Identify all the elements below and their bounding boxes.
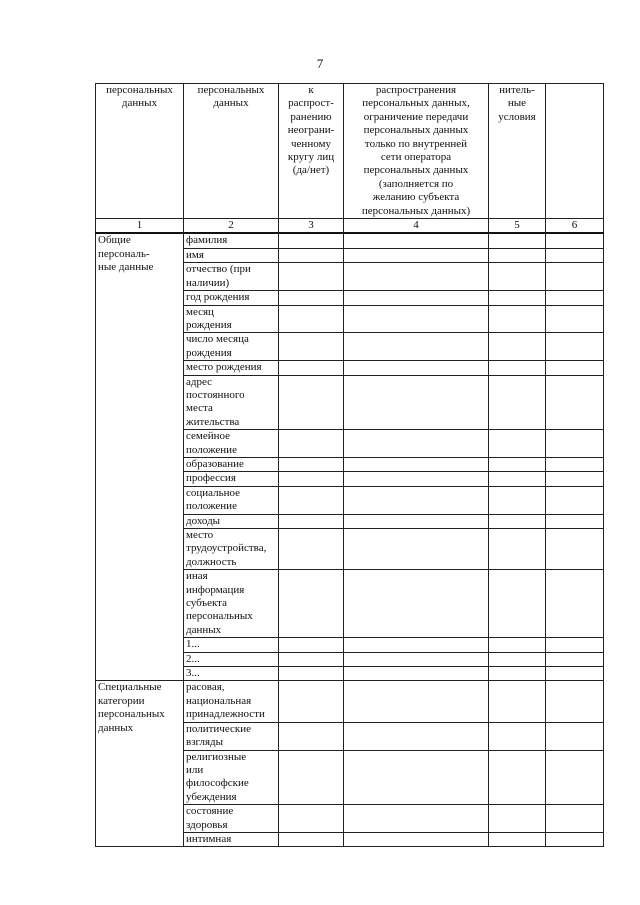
empty-cell — [546, 472, 604, 486]
empty-cell — [279, 750, 344, 805]
empty-cell — [344, 750, 489, 805]
empty-cell — [489, 652, 546, 666]
data-item-label: политические взгляды — [184, 722, 279, 750]
empty-cell — [546, 805, 604, 833]
empty-cell — [546, 263, 604, 291]
column-number: 1 — [96, 219, 184, 234]
empty-cell — [279, 361, 344, 375]
empty-cell — [344, 667, 489, 681]
empty-cell — [489, 375, 546, 430]
table-row — [96, 681, 604, 722]
empty-cell — [546, 750, 604, 805]
empty-cell — [279, 722, 344, 750]
empty-cell — [279, 430, 344, 458]
data-item-label: религиозные или философские убеждения — [184, 750, 279, 805]
empty-cell — [344, 529, 489, 570]
empty-cell — [489, 248, 546, 262]
data-item-label: отчество (при наличии) — [184, 263, 279, 291]
empty-cell — [344, 457, 489, 471]
empty-cell — [344, 233, 489, 248]
data-item-label: образование — [184, 457, 279, 471]
empty-cell — [344, 248, 489, 262]
data-item-label: место трудоустройства, должность — [184, 529, 279, 570]
empty-cell — [546, 638, 604, 652]
empty-cell — [279, 375, 344, 430]
empty-cell — [489, 486, 546, 514]
empty-cell — [546, 333, 604, 361]
empty-cell — [489, 305, 546, 333]
empty-cell — [279, 805, 344, 833]
empty-cell — [344, 430, 489, 458]
empty-cell — [489, 570, 546, 638]
empty-cell — [344, 375, 489, 430]
data-item-label: 2... — [184, 652, 279, 666]
data-item-label: социальное положение — [184, 486, 279, 514]
empty-cell — [279, 652, 344, 666]
empty-cell — [489, 514, 546, 528]
empty-cell — [489, 430, 546, 458]
category-label: Специальные категории персональных данных — [96, 681, 184, 847]
empty-cell — [489, 638, 546, 652]
empty-cell — [344, 722, 489, 750]
header-cell: нитель- ные условия — [489, 84, 546, 219]
header-cell — [546, 84, 604, 219]
empty-cell — [344, 681, 489, 722]
empty-cell — [279, 486, 344, 514]
personal-data-table — [95, 83, 604, 847]
empty-cell — [546, 832, 604, 846]
column-number: 4 — [344, 219, 489, 234]
empty-cell — [279, 681, 344, 722]
empty-cell — [489, 333, 546, 361]
data-item-label: семейное положение — [184, 430, 279, 458]
category-label: Общие персональ- ные данные — [96, 233, 184, 681]
empty-cell — [489, 667, 546, 681]
empty-cell — [344, 570, 489, 638]
data-item-label: иная информация субъекта персональных данных — [184, 570, 279, 638]
header-cell: персональных данных — [184, 84, 279, 219]
empty-cell — [279, 333, 344, 361]
data-item-label: профессия — [184, 472, 279, 486]
data-item-label: расовая, национальная принадлежности — [184, 681, 279, 722]
empty-cell — [344, 472, 489, 486]
empty-cell — [279, 514, 344, 528]
empty-cell — [546, 233, 604, 248]
empty-cell — [279, 667, 344, 681]
empty-cell — [279, 472, 344, 486]
table-row — [96, 233, 604, 248]
data-item-label: число месяца рождения — [184, 333, 279, 361]
empty-cell — [489, 529, 546, 570]
empty-cell — [279, 529, 344, 570]
empty-cell — [489, 457, 546, 471]
empty-cell — [489, 291, 546, 305]
header-cell: распространения персональных данных, ограничение передачи персональных данных только по внутренней сети оператора персональных данных (заполняется по желанию субъекта персональных данных) — [344, 84, 489, 219]
empty-cell — [489, 681, 546, 722]
empty-cell — [279, 638, 344, 652]
empty-cell — [279, 233, 344, 248]
empty-cell — [489, 233, 546, 248]
empty-cell — [344, 832, 489, 846]
empty-cell — [546, 486, 604, 514]
empty-cell — [279, 291, 344, 305]
empty-cell — [546, 652, 604, 666]
empty-cell — [489, 263, 546, 291]
empty-cell — [344, 305, 489, 333]
empty-cell — [489, 805, 546, 833]
data-item-label: имя — [184, 248, 279, 262]
data-item-label: доходы — [184, 514, 279, 528]
empty-cell — [546, 681, 604, 722]
empty-cell — [344, 652, 489, 666]
empty-cell — [344, 486, 489, 514]
empty-cell — [546, 722, 604, 750]
empty-cell — [279, 263, 344, 291]
empty-cell — [546, 248, 604, 262]
column-number-row — [96, 219, 604, 234]
data-item-label: состояние здоровья — [184, 805, 279, 833]
empty-cell — [279, 832, 344, 846]
data-item-label: фамилия — [184, 233, 279, 248]
column-number: 2 — [184, 219, 279, 234]
data-item-label: интимная — [184, 832, 279, 846]
empty-cell — [344, 333, 489, 361]
data-item-label: адрес постоянного места жительства — [184, 375, 279, 430]
empty-cell — [489, 722, 546, 750]
data-item-label: место рождения — [184, 361, 279, 375]
empty-cell — [344, 805, 489, 833]
empty-cell — [279, 457, 344, 471]
empty-cell — [546, 430, 604, 458]
empty-cell — [546, 570, 604, 638]
header-cell: персональных данных — [96, 84, 184, 219]
empty-cell — [279, 305, 344, 333]
header-cell: к распрост- ранению неограни- ченному кругу лиц (да/нет) — [279, 84, 344, 219]
empty-cell — [344, 361, 489, 375]
empty-cell — [546, 305, 604, 333]
empty-cell — [344, 638, 489, 652]
table-header-row — [96, 84, 604, 219]
data-item-label: 1... — [184, 638, 279, 652]
empty-cell — [546, 375, 604, 430]
column-number: 3 — [279, 219, 344, 234]
data-item-label: месяц рождения — [184, 305, 279, 333]
empty-cell — [344, 514, 489, 528]
empty-cell — [546, 291, 604, 305]
empty-cell — [546, 514, 604, 528]
empty-cell — [546, 457, 604, 471]
empty-cell — [546, 667, 604, 681]
empty-cell — [546, 529, 604, 570]
empty-cell — [546, 361, 604, 375]
empty-cell — [489, 750, 546, 805]
data-item-label: 3... — [184, 667, 279, 681]
empty-cell — [279, 248, 344, 262]
data-item-label: год рождения — [184, 291, 279, 305]
empty-cell — [489, 832, 546, 846]
column-number: 6 — [546, 219, 604, 234]
empty-cell — [344, 263, 489, 291]
column-number: 5 — [489, 219, 546, 234]
empty-cell — [279, 570, 344, 638]
empty-cell — [489, 472, 546, 486]
page-number: 7 — [316, 56, 324, 71]
empty-cell — [344, 291, 489, 305]
empty-cell — [489, 361, 546, 375]
